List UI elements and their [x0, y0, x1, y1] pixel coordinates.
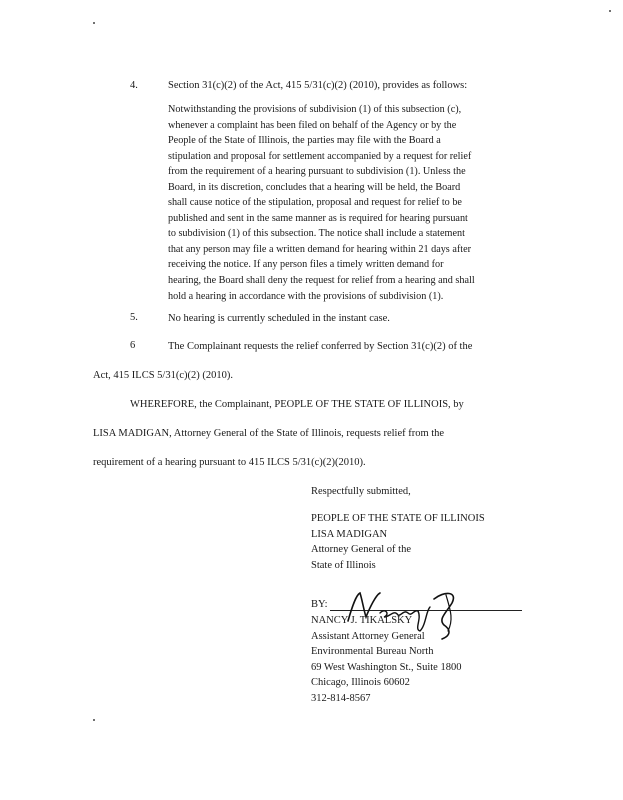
paragraph-6-text-cont: Act, 415 ILCS 5/31(c)(2) (2010).	[93, 370, 233, 381]
scan-speck	[93, 22, 95, 24]
party-block	[311, 511, 485, 573]
wherefore-line-1: WHEREFORE, the Complainant, PEOPLE OF THE STATE OF ILLINOIS, by	[130, 399, 464, 410]
quote-line: published and sent in the same manner as is required for hearing pursuant	[168, 212, 468, 224]
attorney-name: LISA MADIGAN	[311, 528, 388, 540]
signer-bureau: Environmental Bureau North	[311, 646, 434, 658]
signer-address-2: Chicago, Illinois 60602	[311, 677, 410, 689]
quote-line: from the requirement of a hearing pursuant to subdivision (1). Unless the	[168, 166, 466, 178]
paragraph-6-text: The Complainant requests the relief conferred by Section 31(c)(2) of the	[168, 341, 473, 352]
party-name: PEOPLE OF THE STATE OF ILLINOIS	[311, 513, 485, 524]
signer-title: Assistant Attorney General	[311, 630, 425, 642]
wherefore-line-3: requirement of a hearing pursuant to 415 ILCS 5/31(c)(2)(2010).	[93, 457, 366, 468]
quote-line: to subdivision (1) of this subsection. The notice shall include a statement	[168, 228, 465, 240]
by-label: BY:	[311, 599, 328, 610]
signature-block	[311, 613, 461, 707]
signer-name: NANCY J. TIKALSKY	[311, 615, 413, 626]
quote-line: stipulation and proposal for settlement accompanied by a request for relief	[168, 150, 472, 162]
quote-line: Board, in its discretion, concludes that a hearing will be held, the Board	[168, 181, 461, 193]
paragraph-4-text: Section 31(c)(2) of the Act, 415 5/31(c)(2) (2010), provides as follows:	[168, 80, 468, 91]
paragraph-6-number: 6	[130, 340, 136, 351]
quote-line: shall cause notice of the stipulation, proposal and request for relief to be	[168, 197, 462, 209]
quote-line: hearing, the Board shall deny the request for relief from a hearing and shall	[168, 275, 475, 287]
wherefore-line-2: LISA MADIGAN, Attorney General of the State of Illinois, requests relief from the	[93, 428, 445, 439]
quote-line: receiving the notice. If any person files a timely written demand for	[168, 259, 444, 271]
quote-line: hold a hearing in accordance with the provisions of subdivision (1).	[168, 290, 444, 302]
statute-quote	[168, 102, 538, 304]
paragraph-5-text: No hearing is currently scheduled in the instant case.	[168, 313, 390, 324]
quote-line: whenever a complaint has been filed on behalf of the Agency or by the	[168, 119, 457, 131]
signer-address-1: 69 West Washington St., Suite 1800	[311, 661, 462, 673]
scan-speck	[93, 719, 95, 721]
quote-line: Notwithstanding the provisions of subdivision (1) of this subsection (c),	[168, 104, 462, 115]
attorney-title-1: Attorney General of the	[311, 544, 412, 556]
closing: Respectfully submitted,	[311, 486, 411, 497]
paragraph-5-number: 5.	[130, 312, 138, 323]
quote-line: that any person may file a written demand for hearing within 21 days after	[168, 243, 471, 255]
paragraph-4-number: 4.	[130, 80, 138, 91]
signer-phone: 312-814-8567	[311, 692, 371, 704]
quote-line: People of the State of Illinois, the parties may file with the Board a	[168, 135, 441, 147]
scan-speck	[609, 10, 611, 12]
attorney-title-2: State of Illinois	[311, 559, 376, 571]
